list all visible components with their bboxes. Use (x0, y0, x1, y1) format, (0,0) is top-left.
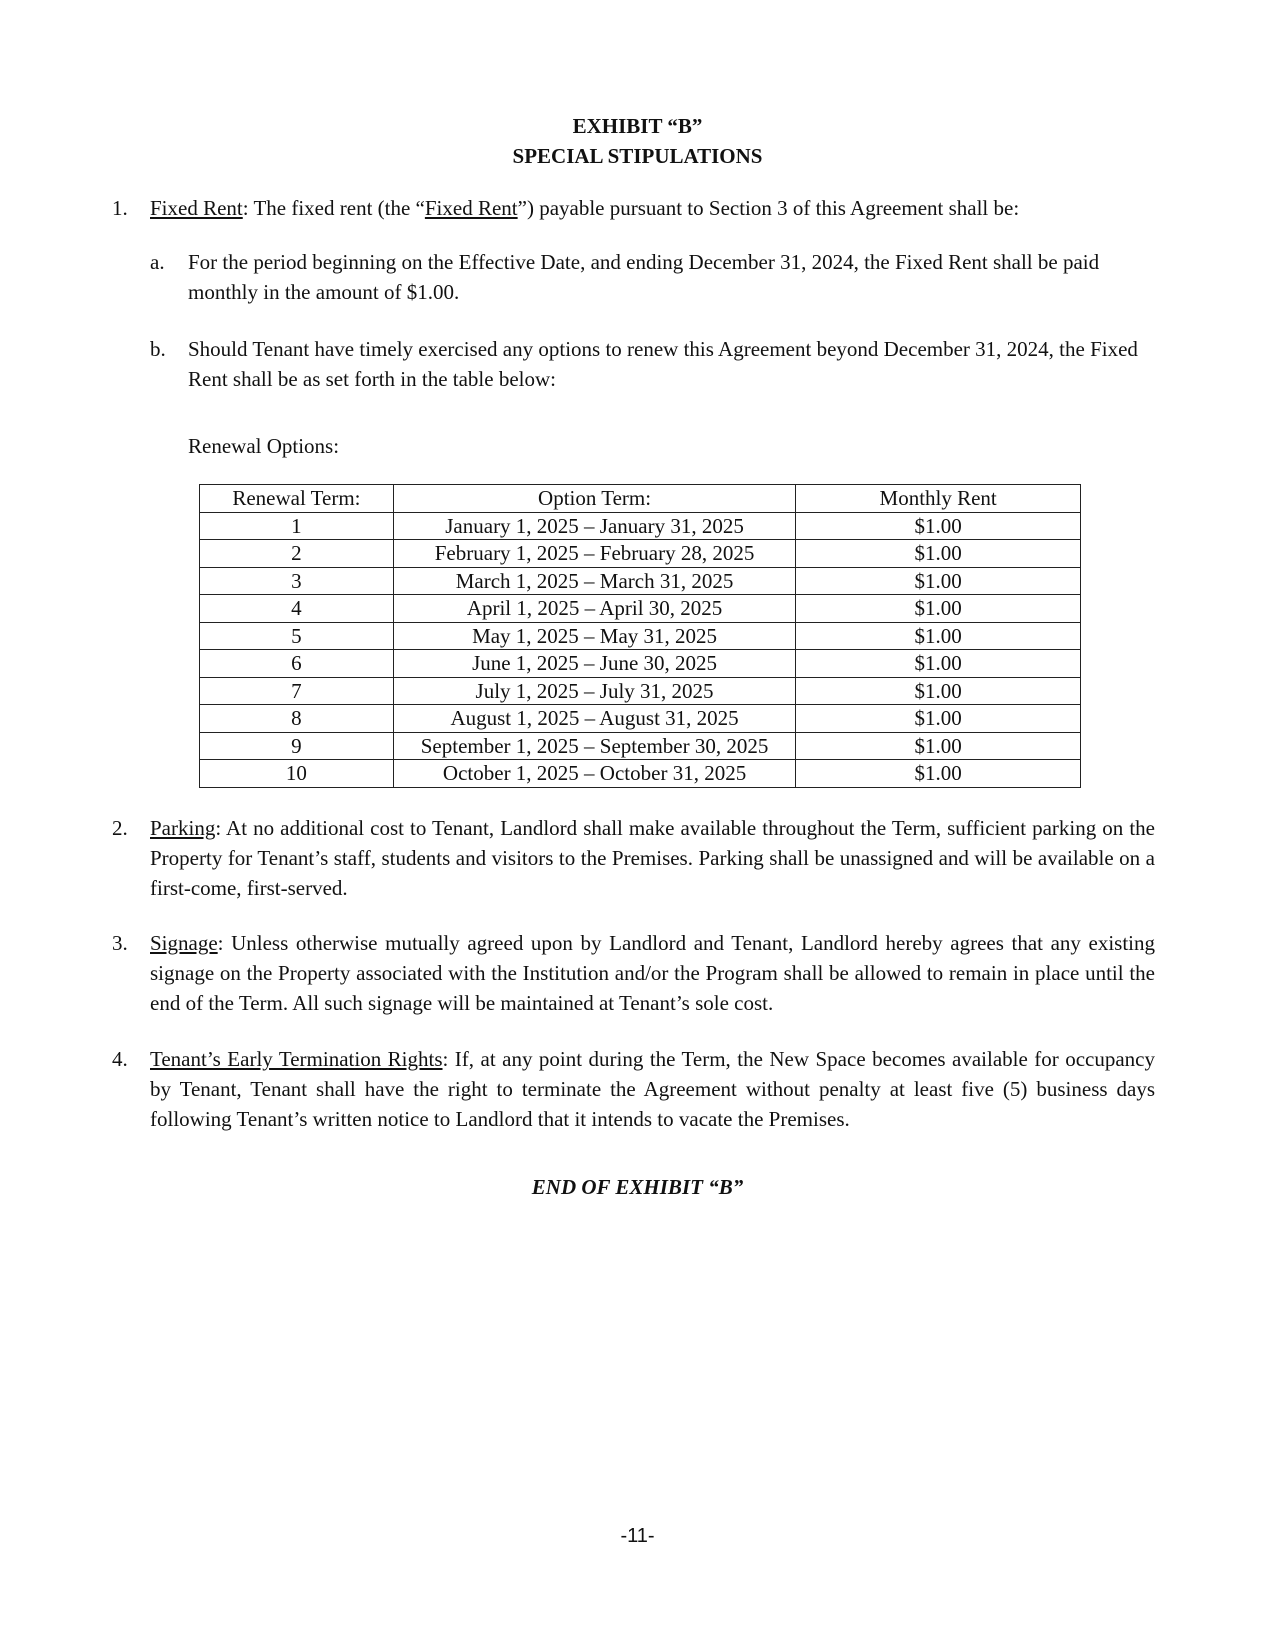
stipulation-number: 4. (112, 1047, 128, 1071)
monthly-rent-cell: $1.00 (796, 595, 1081, 623)
monthly-rent-cell: $1.00 (796, 540, 1081, 568)
option-term-cell: September 1, 2025 – September 30, 2025 (393, 732, 796, 760)
subitem-letter: a. (150, 250, 165, 274)
stipulation-text-body: : At no additional cost to Tenant, Landlord shall make available throughout the Term, sufficient parking on the Property for Tenant’s staff, students and visitors to the Premises. Parking shall be unassigned and will be available on a first-come, first-served. (150, 816, 1155, 900)
stipulation-title: Tenant’s Early Termination Rights (150, 1047, 443, 1071)
stipulation-number: 1. (112, 196, 128, 220)
option-term-cell: July 1, 2025 – July 31, 2025 (393, 677, 796, 705)
stipulation-title: Fixed Rent (150, 196, 243, 220)
monthly-rent-cell: $1.00 (796, 705, 1081, 733)
renewal-term-cell: 1 (200, 512, 394, 540)
stipulation-text (150, 193, 1155, 223)
renewal-term-cell: 9 (200, 732, 394, 760)
monthly-rent-cell: $1.00 (796, 622, 1081, 650)
exhibit-title: EXHIBIT “B” (572, 114, 703, 138)
option-term-cell: June 1, 2025 – June 30, 2025 (393, 650, 796, 678)
stipulation-title: Signage (150, 931, 218, 955)
stipulation-number: 2. (112, 816, 128, 840)
stipulation-text-body: : Unless otherwise mutually agreed upon by Landlord and Tenant, Landlord hereby agrees that any existing signage on the Property associated with the Institution and/or the Program shall be allowed to remain in place until the end of the Term. All such signage will be maintained at Tenant’s sole cost. (150, 931, 1155, 1015)
table-header-row (200, 485, 1081, 513)
renewal-term-cell: 7 (200, 677, 394, 705)
monthly-rent-cell: $1.00 (796, 567, 1081, 595)
stipulation-text (150, 928, 1155, 1018)
table-row (200, 595, 1081, 623)
stipulation-title: Parking (150, 816, 216, 840)
table-row (200, 677, 1081, 705)
stipulation-text-body: : If, at any point during the Term, the New Space becomes available for occupancy by Tenant, Tenant shall have the right to terminate the Agreement without penalty at least five (5) business days following Tenant’s written notice to Landlord that it intends to vacate the Premises. (150, 1047, 1156, 1131)
subitem-text: Should Tenant have timely exercised any options to renew this Agreement beyond December 31, 2024, the Fixed Rent shall be as set forth in the table below: (188, 337, 1138, 391)
option-term-cell: April 1, 2025 – April 30, 2025 (393, 595, 796, 623)
table-row (200, 760, 1081, 788)
stipulation-text-post: ”) payable pursuant to Section 3 of this Agreement shall be: (517, 196, 1020, 220)
table-row (200, 732, 1081, 760)
renewal-term-cell: 4 (200, 595, 394, 623)
page-number: -11- (620, 1525, 655, 1547)
option-term-cell: January 1, 2025 – January 31, 2025 (393, 512, 796, 540)
stipulation-text-pre: : The fixed rent (the “ (242, 196, 425, 220)
table-row (200, 622, 1081, 650)
renewal-term-cell: 3 (200, 567, 394, 595)
column-header: Monthly Rent (796, 485, 1081, 513)
option-term-cell: October 1, 2025 – October 31, 2025 (393, 760, 796, 788)
column-header: Option Term: (393, 485, 796, 513)
table-row (200, 705, 1081, 733)
option-term-cell: May 1, 2025 – May 31, 2025 (393, 622, 796, 650)
table-row (200, 512, 1081, 540)
table-row (200, 650, 1081, 678)
renewal-term-cell: 2 (200, 540, 394, 568)
subitem-text: For the period beginning on the Effective Date, and ending December 31, 2024, the Fixed Rent shall be paid monthly in the amount of $1.00. (188, 250, 1100, 304)
column-header: Renewal Term: (200, 485, 394, 513)
subitem-letter: b. (150, 337, 166, 361)
monthly-rent-cell: $1.00 (796, 512, 1081, 540)
renewal-term-cell: 6 (200, 650, 394, 678)
stipulation-number: 3. (112, 931, 128, 955)
stipulation-text (150, 813, 1155, 903)
exhibit-subtitle: SPECIAL STIPULATIONS (512, 144, 763, 168)
monthly-rent-cell: $1.00 (796, 760, 1081, 788)
monthly-rent-cell: $1.00 (796, 677, 1081, 705)
option-term-cell: February 1, 2025 – February 28, 2025 (393, 540, 796, 568)
renewal-term-cell: 10 (200, 760, 394, 788)
option-term-cell: August 1, 2025 – August 31, 2025 (393, 705, 796, 733)
end-of-exhibit: END OF EXHIBIT “B” (531, 1175, 744, 1199)
renewal-options-label: Renewal Options: (188, 434, 340, 458)
option-term-cell: March 1, 2025 – March 31, 2025 (393, 567, 796, 595)
renewal-term-cell: 5 (200, 622, 394, 650)
monthly-rent-cell: $1.00 (796, 732, 1081, 760)
renewal-term-cell: 8 (200, 705, 394, 733)
monthly-rent-cell: $1.00 (796, 650, 1081, 678)
table-row (200, 567, 1081, 595)
defined-term: Fixed Rent (424, 196, 518, 220)
stipulation-text (150, 1044, 1155, 1134)
table-row (200, 540, 1081, 568)
renewal-options-table (199, 484, 1081, 788)
